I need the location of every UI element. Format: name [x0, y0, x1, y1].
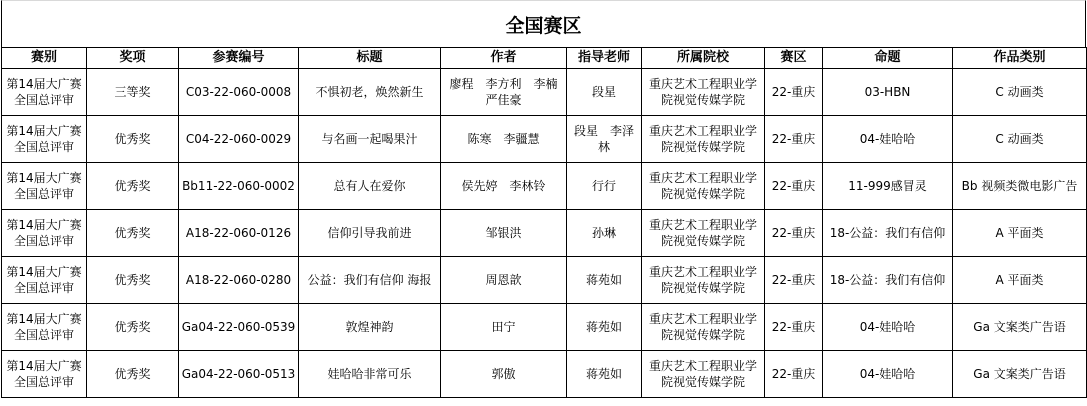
table-cell[interactable]: 18-公益：我们有信仰	[823, 210, 953, 257]
table-cell[interactable]: 田宁	[441, 304, 567, 351]
table-cell[interactable]: 段星 李泽林	[567, 116, 642, 163]
table-cell[interactable]: 陈寒 李疆慧	[441, 116, 567, 163]
header-cell[interactable]: 作者	[441, 48, 567, 69]
table-cell[interactable]: 22-重庆	[765, 210, 823, 257]
table-cell[interactable]: 总有人在爱你	[299, 163, 441, 210]
table-cell[interactable]: A 平面类	[953, 257, 1087, 304]
table-cell[interactable]: 三等奖	[87, 69, 179, 116]
table-row	[2, 304, 1087, 351]
header-cell[interactable]: 命题	[823, 48, 953, 69]
header-cell[interactable]: 指导老师	[567, 48, 642, 69]
table-cell[interactable]: 22-重庆	[765, 257, 823, 304]
table-cell[interactable]: Ga 文案类广告语	[953, 304, 1087, 351]
header-cell[interactable]: 所属院校	[642, 48, 765, 69]
table-cell[interactable]: C04-22-060-0029	[179, 116, 299, 163]
header-row	[2, 48, 1087, 69]
table-cell[interactable]: 03-HBN	[823, 69, 953, 116]
header-cell[interactable]: 奖项	[87, 48, 179, 69]
table-cell[interactable]: 22-重庆	[765, 116, 823, 163]
table-cell[interactable]: 第14届大广赛全国总评审	[2, 304, 87, 351]
table-cell[interactable]: 优秀奖	[87, 304, 179, 351]
table-cell[interactable]: 蒋苑如	[567, 257, 642, 304]
table-cell[interactable]: 22-重庆	[765, 69, 823, 116]
table-cell[interactable]: 重庆艺术工程职业学院视觉传媒学院	[642, 210, 765, 257]
table-cell[interactable]: 22-重庆	[765, 304, 823, 351]
table-cell[interactable]: Ga04-22-060-0539	[179, 304, 299, 351]
table-cell[interactable]: 重庆艺术工程职业学院视觉传媒学院	[642, 304, 765, 351]
table-cell[interactable]: 不惧初老，焕然新生	[299, 69, 441, 116]
table-cell[interactable]: 侯先婷 李林铃	[441, 163, 567, 210]
table-row	[2, 257, 1087, 304]
table-cell[interactable]: 段星	[567, 69, 642, 116]
table-cell[interactable]: 廖程 李方利 李楠 严佳豪	[441, 69, 567, 116]
table-cell[interactable]: C 动画类	[953, 69, 1087, 116]
table-row	[2, 210, 1087, 257]
table-cell[interactable]: Ga04-22-060-0513	[179, 351, 299, 398]
table-cell[interactable]: 第14届大广赛全国总评审	[2, 351, 87, 398]
table-cell[interactable]: 邹银洪	[441, 210, 567, 257]
table-row	[2, 351, 1087, 398]
table-cell[interactable]: 第14届大广赛全国总评审	[2, 257, 87, 304]
table-cell[interactable]: 第14届大广赛全国总评审	[2, 163, 87, 210]
table-cell[interactable]: 与名画一起喝果汁	[299, 116, 441, 163]
table-cell[interactable]: 娃哈哈非常可乐	[299, 351, 441, 398]
table-cell[interactable]: 11-999感冒灵	[823, 163, 953, 210]
awards-table	[1, 47, 1087, 398]
table-row	[2, 116, 1087, 163]
table-cell[interactable]: 优秀奖	[87, 210, 179, 257]
table-cell[interactable]: 04-娃哈哈	[823, 116, 953, 163]
header-cell[interactable]: 作品类别	[953, 48, 1087, 69]
table-cell[interactable]: 优秀奖	[87, 116, 179, 163]
table-cell[interactable]: Bb11-22-060-0002	[179, 163, 299, 210]
table-cell[interactable]: 敦煌神韵	[299, 304, 441, 351]
table-cell[interactable]: 22-重庆	[765, 163, 823, 210]
header-cell[interactable]: 赛区	[765, 48, 823, 69]
header-cell[interactable]: 赛别	[2, 48, 87, 69]
table-cell[interactable]: 重庆艺术工程职业学院视觉传媒学院	[642, 116, 765, 163]
table-cell[interactable]: 18-公益：我们有信仰	[823, 257, 953, 304]
header-cell[interactable]: 参赛编号	[179, 48, 299, 69]
table-cell[interactable]: 22-重庆	[765, 351, 823, 398]
table-cell[interactable]: 信仰引导我前进	[299, 210, 441, 257]
table-cell[interactable]: 重庆艺术工程职业学院视觉传媒学院	[642, 163, 765, 210]
table-cell[interactable]: 重庆艺术工程职业学院视觉传媒学院	[642, 69, 765, 116]
header-cell[interactable]: 标题	[299, 48, 441, 69]
table-cell[interactable]: Ga 文案类广告语	[953, 351, 1087, 398]
table-cell[interactable]: 优秀奖	[87, 257, 179, 304]
sheet-title: 全国赛区	[1, 0, 1086, 48]
table-cell[interactable]: A18-22-060-0126	[179, 210, 299, 257]
table-cell[interactable]: 04-娃哈哈	[823, 351, 953, 398]
table-cell[interactable]: C 动画类	[953, 116, 1087, 163]
table-cell[interactable]: 孙琳	[567, 210, 642, 257]
table-cell[interactable]: 04-娃哈哈	[823, 304, 953, 351]
table-cell[interactable]: 行行	[567, 163, 642, 210]
table-cell[interactable]: 第14届大广赛全国总评审	[2, 210, 87, 257]
table-cell[interactable]: 郭傲	[441, 351, 567, 398]
table-cell[interactable]: Bb 视频类微电影广告	[953, 163, 1087, 210]
table-cell[interactable]: 优秀奖	[87, 163, 179, 210]
table-cell[interactable]: 公益：我们有信仰 海报	[299, 257, 441, 304]
table-cell[interactable]: 重庆艺术工程职业学院视觉传媒学院	[642, 257, 765, 304]
table-cell[interactable]: 重庆艺术工程职业学院视觉传媒学院	[642, 351, 765, 398]
table-cell[interactable]: 第14届大广赛全国总评审	[2, 69, 87, 116]
table-cell[interactable]: C03-22-060-0008	[179, 69, 299, 116]
table-cell[interactable]: 优秀奖	[87, 351, 179, 398]
table-cell[interactable]: 第14届大广赛全国总评审	[2, 116, 87, 163]
table-cell[interactable]: A18-22-060-0280	[179, 257, 299, 304]
table-cell[interactable]: A 平面类	[953, 210, 1087, 257]
table-cell[interactable]: 蒋苑如	[567, 351, 642, 398]
table-cell[interactable]: 蒋苑如	[567, 304, 642, 351]
table-row	[2, 69, 1087, 116]
table-row	[2, 163, 1087, 210]
table-cell[interactable]: 周恩歆	[441, 257, 567, 304]
